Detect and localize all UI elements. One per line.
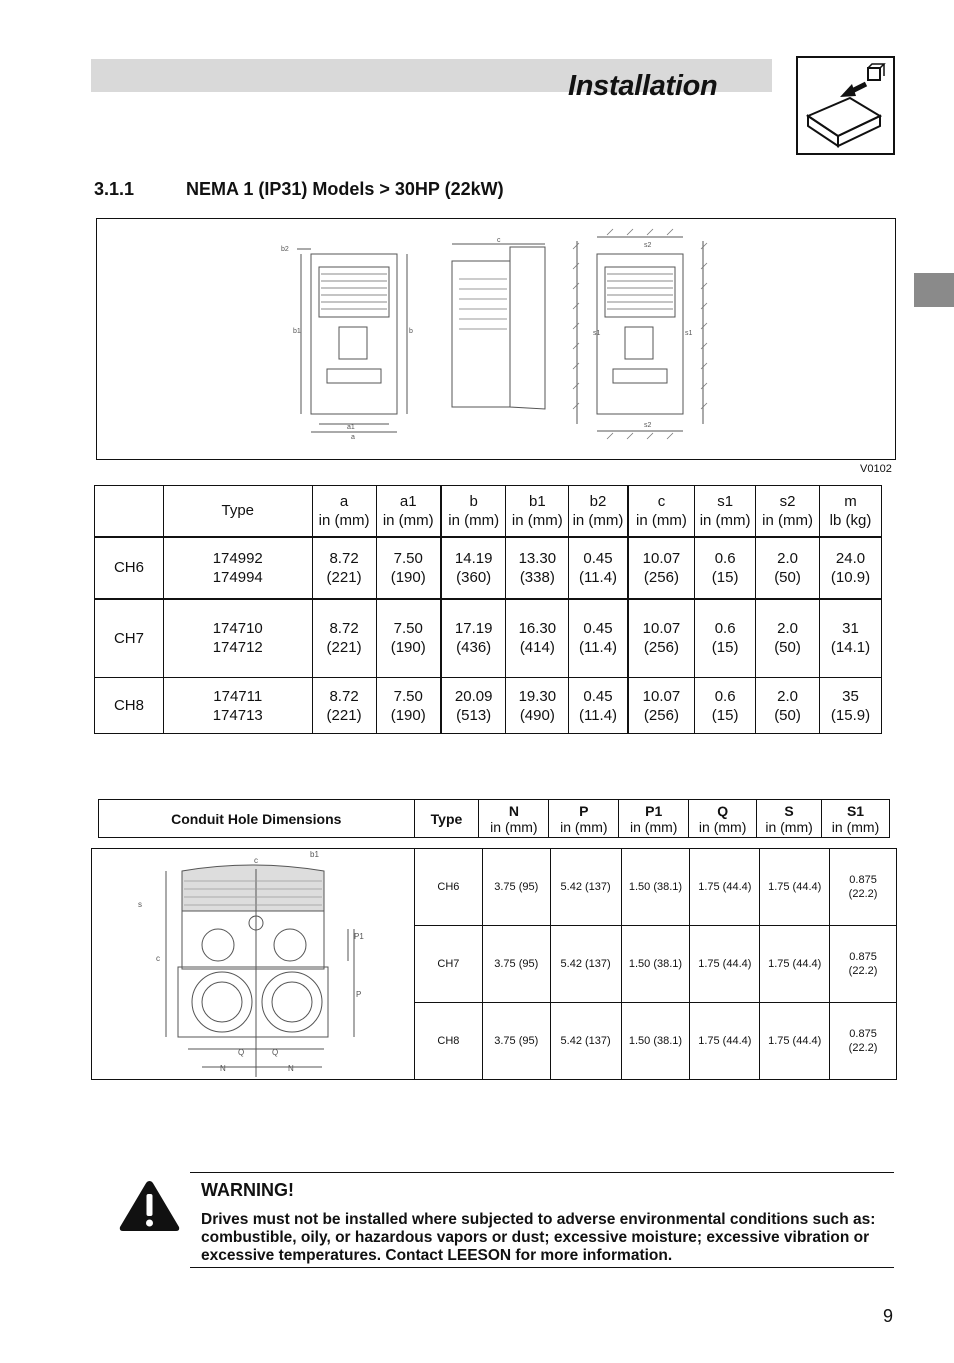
warning-body: Drives must not be installed where subjected to adverse environmental conditions such as: combustible, oily, or hazardous vapors or dust; excessive moisture; excessive vibration or excessive temperatures. Contact LEESON for more information. xyxy=(201,1211,876,1264)
header-a: a in (mm) xyxy=(312,486,376,537)
header-a1: a1 in (mm) xyxy=(376,486,441,537)
warning-rule-top xyxy=(190,1172,894,1173)
header-s2: s2 in (mm) xyxy=(756,486,820,537)
cell-b2: 0.45 (11.4) xyxy=(569,599,628,678)
conduit-cell-p1: 1.50 (38.1) xyxy=(621,849,690,926)
conduit-cell-n: 3.75 (95) xyxy=(482,926,550,1003)
cell-a1: 7.50 (190) xyxy=(376,599,441,678)
cell-a: 8.72 (221) xyxy=(312,537,376,599)
conduit-fig-label-n1: N xyxy=(220,1064,226,1073)
conduit-dimensions-table xyxy=(414,848,897,1080)
table-row xyxy=(95,537,882,599)
conduit-fig-label-p1: P1 xyxy=(354,932,364,941)
conduit-fig-label-n2: N xyxy=(288,1064,294,1073)
cell-b2: 0.45 (11.4) xyxy=(569,678,628,734)
conduit-header-p1: P1 in (mm) xyxy=(619,800,689,838)
conduit-cell-p: 5.42 (137) xyxy=(550,926,621,1003)
header-b1: b1 in (mm) xyxy=(506,486,569,537)
conduit-header-n: N in (mm) xyxy=(479,800,549,838)
cell-m: 24.0 (10.9) xyxy=(820,537,882,599)
fig-label-b2: b2 xyxy=(281,246,289,253)
cell-b1: 13.30 (338) xyxy=(506,537,569,599)
dimensions-table xyxy=(94,485,882,734)
cell-b1: 19.30 (490) xyxy=(506,678,569,734)
fig-label-s1-left: s1 xyxy=(593,330,601,337)
cell-b: 17.19 (436) xyxy=(441,599,506,678)
fig-label-b: b xyxy=(409,328,413,335)
cell-s1: 0.6 (15) xyxy=(695,537,756,599)
conduit-cell-s1: 0.875 (22.2) xyxy=(830,1003,897,1080)
conduit-fig-label-q1: Q xyxy=(238,1048,245,1057)
conduit-cell-p: 5.42 (137) xyxy=(550,849,621,926)
conduit-fig-label-p: P xyxy=(356,990,362,999)
table-row xyxy=(95,599,882,678)
conduit-cell-q: 1.75 (44.4) xyxy=(690,849,760,926)
figure-code: V0102 xyxy=(860,463,892,475)
conduit-header-s: S in (mm) xyxy=(757,800,822,838)
header-b2: b2 in (mm) xyxy=(569,486,628,537)
table-row xyxy=(415,926,897,1003)
cell-m: 31 (14.1) xyxy=(820,599,882,678)
conduit-cell-p1: 1.50 (38.1) xyxy=(621,1003,690,1080)
conduit-fig-label-s: s xyxy=(138,900,142,909)
dimension-figure xyxy=(96,218,896,460)
fig-label-a1: a1 xyxy=(347,424,355,431)
cell-m: 35 (15.9) xyxy=(820,678,882,734)
fig-label-a: a xyxy=(351,434,355,441)
cell-s2: 2.0 (50) xyxy=(756,678,820,734)
conduit-fig-label-c: c xyxy=(156,954,160,963)
drive-outline-drawing xyxy=(97,219,894,458)
header-m: m lb (kg) xyxy=(820,486,882,537)
table-row xyxy=(415,1003,897,1080)
cell-a1: 7.50 (190) xyxy=(376,537,441,599)
conduit-cell-n: 3.75 (95) xyxy=(482,849,550,926)
cell-b: 20.09 (513) xyxy=(441,678,506,734)
conduit-header-p: P in (mm) xyxy=(549,800,619,838)
cell-b2: 0.45 (11.4) xyxy=(569,537,628,599)
warning-rule-bottom xyxy=(190,1267,894,1268)
row-type: 174711 174713 xyxy=(163,678,312,734)
row-frame: CH7 xyxy=(95,599,164,678)
conduit-hole-drawing xyxy=(92,849,414,1079)
cell-b1: 16.30 (414) xyxy=(506,599,569,678)
cell-b: 14.19 (360) xyxy=(441,537,506,599)
header-s1: s1 in (mm) xyxy=(695,486,756,537)
cell-c: 10.07 (256) xyxy=(628,537,695,599)
conduit-cell-q: 1.75 (44.4) xyxy=(690,926,760,1003)
conduit-cell-type: CH7 xyxy=(415,926,483,1003)
table-row xyxy=(415,849,897,926)
conduit-header-q: Q in (mm) xyxy=(689,800,757,838)
cell-s1: 0.6 (15) xyxy=(695,599,756,678)
row-frame: CH8 xyxy=(95,678,164,734)
fig-label-s2-bottom: s2 xyxy=(644,422,652,429)
cell-s2: 2.0 (50) xyxy=(756,537,820,599)
header-blank xyxy=(95,486,164,537)
conduit-cell-n: 3.75 (95) xyxy=(482,1003,550,1080)
conduit-header-s1: S1 in (mm) xyxy=(822,800,890,838)
conduit-header-table xyxy=(98,799,890,838)
conduit-fig-label-c-top: c xyxy=(254,856,258,865)
fig-label-c: c xyxy=(497,237,501,244)
conduit-cell-q: 1.75 (44.4) xyxy=(690,1003,760,1080)
fig-label-s2-top: s2 xyxy=(644,242,652,249)
cell-a1: 7.50 (190) xyxy=(376,678,441,734)
header-b: b in (mm) xyxy=(441,486,506,537)
conduit-cell-s: 1.75 (44.4) xyxy=(760,1003,830,1080)
conduit-fig-label-q2: Q xyxy=(272,1048,279,1057)
install-box-icon xyxy=(796,56,895,155)
row-type: 174992 174994 xyxy=(163,537,312,599)
header-type: Type xyxy=(163,486,312,537)
conduit-cell-type: CH8 xyxy=(415,1003,483,1080)
warning-triangle-icon xyxy=(117,1178,182,1233)
header-c: c in (mm) xyxy=(628,486,695,537)
row-frame: CH6 xyxy=(95,537,164,599)
fig-label-s1-right: s1 xyxy=(685,330,693,337)
section-number: 3.1.1 xyxy=(94,179,135,199)
cell-a: 8.72 (221) xyxy=(312,599,376,678)
page-title: Installation xyxy=(568,70,718,102)
conduit-figure xyxy=(91,848,415,1080)
section-title: NEMA 1 (IP31) Models > 30HP (22kW) xyxy=(186,179,504,199)
conduit-header-type: Type xyxy=(414,800,479,838)
cell-s1: 0.6 (15) xyxy=(695,678,756,734)
cell-a: 8.72 (221) xyxy=(312,678,376,734)
conduit-cell-s: 1.75 (44.4) xyxy=(760,849,830,926)
warning-title: WARNING! xyxy=(201,1180,294,1200)
conduit-fig-label-b1: b1 xyxy=(310,850,319,859)
table-row xyxy=(95,678,882,734)
conduit-label: Conduit Hole Dimensions xyxy=(99,800,415,838)
cell-s2: 2.0 (50) xyxy=(756,599,820,678)
row-type: 174710 174712 xyxy=(163,599,312,678)
conduit-cell-s1: 0.875 (22.2) xyxy=(830,849,897,926)
conduit-cell-p1: 1.50 (38.1) xyxy=(621,926,690,1003)
page-number: 9 xyxy=(883,1306,894,1326)
conduit-cell-type: CH6 xyxy=(415,849,483,926)
conduit-cell-s1: 0.875 (22.2) xyxy=(830,926,897,1003)
cell-c: 10.07 (256) xyxy=(628,678,695,734)
section-tab-marker xyxy=(914,273,954,307)
fig-label-b1: b1 xyxy=(293,328,301,335)
cell-c: 10.07 (256) xyxy=(628,599,695,678)
conduit-cell-p: 5.42 (137) xyxy=(550,1003,621,1080)
conduit-cell-s: 1.75 (44.4) xyxy=(760,926,830,1003)
